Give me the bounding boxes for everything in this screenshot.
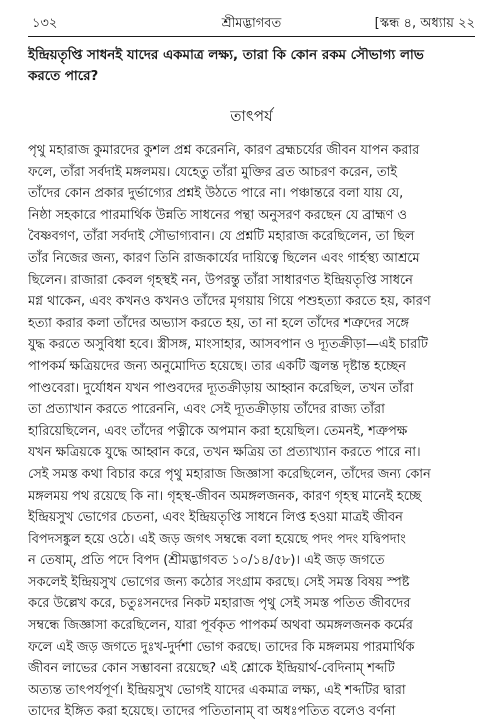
- purport-line: মগ্ন থাকেন, এবং কখনও কখনও তাঁদের মৃগয়ায় গিয়ে পশুহত্যা করতে হয়, কারণ: [28, 294, 431, 310]
- canto-chapter-reference: [স্কন্ধ ৪, অধ্যায় ২২: [374, 16, 475, 31]
- purport-line: সেই সমস্ত কথা বিচার করে পৃথু মহারাজ জিজ্ঞাসা করেছিলেন, তাঁদের জন্য কোন: [28, 466, 431, 482]
- question-line: করতে পারে?: [28, 69, 99, 84]
- header-divider: [28, 36, 475, 37]
- purport-line: ন তেষাম্, প্রতি পদে বিপদ (শ্রীমদ্ভাগবত ১০/১৪/৫৮)। এই জড় জগতে: [28, 553, 385, 569]
- purport-body: [28, 140, 475, 723]
- purport-line: তা প্রত্যাখান করতে পারেননি, এবং সেই দ্যূতক্রীড়ায় তাঁদের রাজ্য তাঁরা: [28, 402, 385, 418]
- purport-line: যুদ্ধ করতে অসুবিধা হবে। স্ত্রীসঙ্গ, মাংসাহার, আসবপান ও দ্যূতক্রীড়া—এই চারটি: [28, 337, 428, 353]
- question-line: ইন্দ্রিয়তৃপ্তি সাধনই যাদের একমাত্র লক্ষ্য, তারা কি কোন রকম সৌভাগ্য লাভ: [28, 48, 424, 63]
- purport-line: ফলে, তাঁরা সর্বদাই মঙ্গলময়। যেহেতু তাঁরা মুক্তির ব্রত আচরণ করেন, তাই: [28, 164, 397, 180]
- purport-line: করে উল্লেখ করে, চতুঃসনদের নিকট মহারাজ পৃথু সেই সমস্ত পতিত জীবদের: [28, 596, 411, 612]
- purport-line: হারিয়েছিলেন, এবং তাঁদের পত্নীকে অপমান করা হয়েছিল। তেমনই, শত্রুপক্ষ: [28, 423, 408, 439]
- purport-line: ছিলেন। রাজারা কেবল গৃহস্থই নন, উপরন্তু তাঁরা সাধারণত ইন্দ্রিয়তৃপ্তি সাধনে: [28, 272, 413, 288]
- purport-line: অত্যন্ত তাৎপর্যপূর্ণ। ইন্দ্রিয়সুখ ভোগই যাদের একমাত্র লক্ষ্য, এই শব্দটির দ্বারা: [28, 682, 406, 698]
- running-header: [28, 12, 475, 34]
- purport-line: তাদের ইঙ্গিত করা হয়েছে। তাদের পতিতানাম্ বা অধঃপতিত বলেও বর্ণনা: [28, 704, 396, 720]
- purport-line: জীবন লাভের কোন সম্ভাবনা রয়েছে? এই শ্লোকে ইন্দ্রিয়ার্থ-বেদিনাম্ শব্দটি: [28, 661, 395, 677]
- purport-line: সম্বন্ধে জিজ্ঞাসা করেছিলেন, যারা পূর্বকৃত পাপকর্ম অথবা অমঙ্গলজনক কর্মের: [28, 618, 413, 634]
- question-paragraph: [28, 45, 475, 87]
- purport-line: মঙ্গলময় পথ রয়েছে কি না। গৃহস্থ-জীবন অমঙ্গলজনক, কারণ গৃহস্থ মানেই হচ্ছে: [28, 488, 422, 504]
- purport-line: বিপদসঙ্কুল হয়ে ওঠে। এই জড় জগৎ সম্বন্ধে বলা হয়েছে পদং পদং যদ্বিপদাং: [28, 531, 406, 547]
- purport-line: হত্যা করার কলা তাঁদের অভ্যাস করতে হয়, তা না হলে তাঁদের শত্রুদের সঙ্গে: [28, 315, 409, 331]
- purport-line: যখন ক্ষত্রিয়কে যুদ্ধে আহ্বান করে, তখন ক্ষত্রিয় তা প্রত্যাখ্যান করতে পারে না।: [28, 445, 421, 461]
- purport-heading: তাৎপর্য: [230, 107, 273, 125]
- purport-line: পাণ্ডবেরা। দুর্যোধন যখন পাণ্ডবদের দ্যূতক্রীড়ায় আহ্বান করেছিল, তখন তাঁরা: [28, 380, 414, 396]
- purport-line: পাপকর্ম ক্ষত্রিয়দের জন্য অনুমোদিত হয়েছে। তার একটি জ্বলন্ত দৃষ্টান্ত হচ্ছেন: [28, 358, 406, 374]
- book-page: [28, 12, 475, 723]
- purport-line: পৃথু মহারাজ কুমারদের কুশল প্রশ্ন করেননি, কারণ ব্রহ্মচর্যের জীবন যাপন করার: [28, 143, 420, 158]
- purport-line: ইন্দ্রিয়সুখ ভোগের চেতনা, এবং ইন্দ্রিয়তৃপ্তি সাধনে লিপ্ত হওয়া মাত্রই জীবন: [28, 510, 403, 526]
- purport-line: নিষ্ঠা সহকারে পারমার্থিক উন্নতি সাধনের পন্থা অনুসরণ করছেন যে ব্রাহ্মণ ও: [28, 207, 408, 223]
- purport-line: ফলে এই জড় জগতে দুঃখ-দুর্দশা ভোগ করছে। তাদের কি মঙ্গলময় পারমার্থিক: [28, 639, 415, 655]
- purport-line: তাঁদের কোন প্রকার দুর্ভাগ্যের প্রশ্নই উঠতে পারে না। পঞ্চান্তরে বলা যায় যে,: [28, 186, 404, 202]
- purport-line: সকলেই ইন্দ্রিয়সুখ ভোগের জন্য কঠোর সংগ্রাম করছে। সেই সমস্ত বিষয় স্পষ্ট: [28, 574, 410, 590]
- purport-line: তাঁর নিজের জন্য, কারণ তিনি রাজকার্যের দায়িত্বে ছিলেন এবং গার্হস্থ্য আশ্রমে: [28, 250, 420, 266]
- purport-line: বৈষ্ণবগণ, তাঁরা সর্বদাই সৌভাগ্যবান। যে প্রশ্নটি মহারাজ করেছিলেন, তা ছিল: [28, 229, 415, 245]
- book-title: শ্রীমদ্ভাগবত: [221, 16, 282, 31]
- page-number: ১৩২: [32, 16, 58, 31]
